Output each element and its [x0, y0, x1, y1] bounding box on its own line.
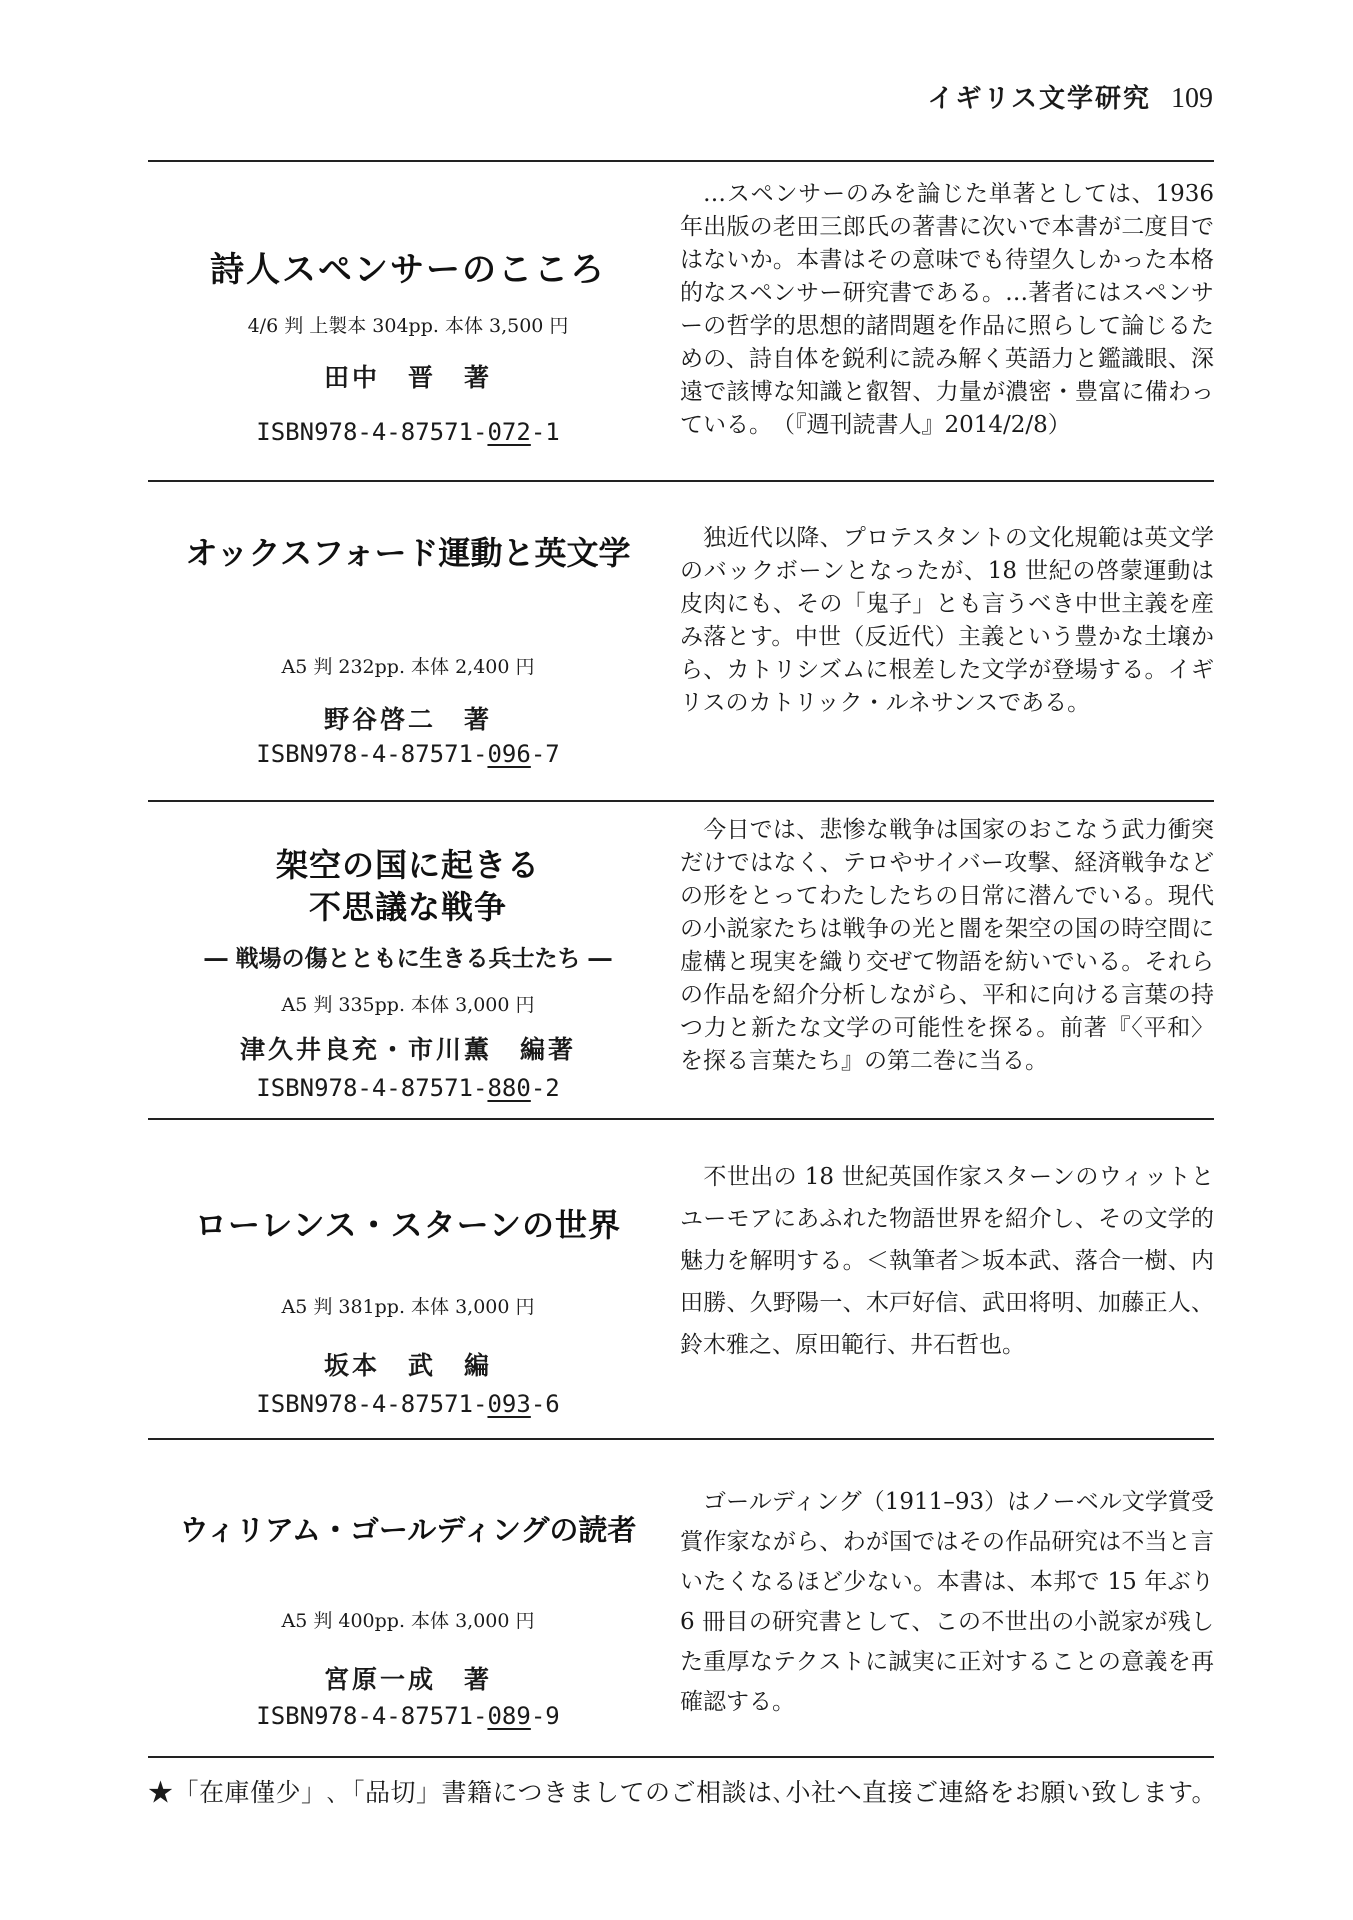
isbn-prefix: ISBN978-4-87571- — [256, 418, 488, 446]
isbn-check: -6 — [530, 1390, 560, 1418]
book-spec: A5 判 335pp. 本体 3,000 円 — [281, 994, 535, 1016]
book-title: 詩人スペンサーのこころ — [210, 250, 606, 290]
book-description-column — [680, 802, 1214, 1118]
book-title: オックスフォード運動と英文学 — [185, 534, 631, 572]
book-title: ローレンス・スターンの世界 — [195, 1206, 621, 1244]
isbn-prefix: ISBN978-4-87571- — [256, 1702, 488, 1730]
isbn-code: 093 — [487, 1390, 531, 1418]
isbn-code: 072 — [487, 418, 531, 446]
isbn-check: -7 — [530, 740, 560, 768]
book-description-column — [680, 1120, 1214, 1438]
book-author: 野谷啓二 著 — [323, 705, 492, 734]
book-description-column — [680, 162, 1214, 480]
book-isbn — [148, 1390, 668, 1418]
book-info — [148, 1440, 668, 1756]
book-entry-2 — [148, 482, 1214, 800]
book-entry-4 — [148, 1120, 1214, 1438]
isbn-prefix: ISBN978-4-87571- — [256, 740, 488, 768]
section-title: イギリス文学研究 — [927, 84, 1151, 114]
book-spec: 4/6 判 上製本 304pp. 本体 3,500 円 — [247, 315, 569, 337]
book-info — [148, 162, 668, 480]
book-description-column — [680, 482, 1214, 800]
isbn-prefix: ISBN978-4-87571- — [256, 1390, 488, 1418]
isbn-code: 089 — [487, 1702, 531, 1730]
book-title: ウィリアム・ゴールディングの読者 — [179, 1513, 637, 1547]
book-description: ゴールディング（1911–93）はノーベル文学賞受賞作家ながら、わが国ではその作品研究は不当と言いたくなるほど少ない。本書は、本邦で 15 年ぶり 6 冊目の研究書として、この不世出の小説家が残した重厚なテクストに誠実に正対することの意義を再確認する。 — [680, 1489, 1214, 1715]
book-author: 坂本 武 編 — [323, 1351, 492, 1380]
book-subtitle: ― 戦場の傷とともに生きる兵士たち ― — [204, 946, 612, 972]
isbn-code: 096 — [487, 740, 531, 768]
book-description: 今日では、悲惨な戦争は国家のおこなう武力衝突だけではなく、テロやサイバー攻撃、経済戦争などの形をとってわたしたちの日常に潜んでいる。現代の小説家たちは戦争の光と闇を架空の国の時空間に虚構と現実を織り交ぜて物語を紡いでいる。それらの作品を紹介分析しながら、平和に向ける言葉の持つ力と新たな文学の可能性を探る。前著『〈平和〉を探る言葉たち』の第二巻に当る。 — [680, 817, 1214, 1074]
isbn-code: 880 — [487, 1074, 531, 1102]
book-author: 田中 晋 著 — [323, 363, 492, 392]
book-info — [148, 802, 668, 1118]
isbn-check: -9 — [530, 1702, 560, 1730]
book-isbn — [148, 1074, 668, 1102]
book-info — [148, 482, 668, 800]
running-header — [928, 78, 1213, 115]
book-isbn — [148, 418, 668, 446]
book-title-line-1: 架空の国に起きる — [275, 846, 540, 884]
book-entry-3 — [148, 802, 1214, 1118]
book-title-line-2: 不思議な戦争 — [308, 888, 507, 926]
book-spec: A5 判 400pp. 本体 3,000 円 — [281, 1610, 535, 1632]
book-spec: A5 判 381pp. 本体 3,000 円 — [281, 1296, 535, 1318]
book-entry-5 — [148, 1440, 1214, 1756]
book-isbn — [148, 740, 668, 768]
isbn-prefix: ISBN978-4-87571- — [256, 1074, 488, 1102]
divider-rule — [148, 1756, 1214, 1758]
book-description: 独近代以降、プロテスタントの文化規範は英文学のバックボーンとなったが、18 世紀の啓蒙運動は皮肉にも、その「鬼子」とも言うべき中世主義を産み落とす。中世（反近代）主義という豊かな土壌から、カトリシズムに根差した文学が登場する。イギリスのカトリック・ルネサンスである。 — [680, 525, 1214, 716]
book-description: 不世出の 18 世紀英国作家スターンのウィットとユーモアにあふれた物語世界を紹介し、その文学的魅力を解明する。＜執筆者＞坂本武、落合一樹、内田勝、久野陽一、木戸好信、武田将明、加藤正人、鈴木雅之、原田範行、井石哲也。 — [680, 1164, 1214, 1358]
book-entry-1 — [148, 162, 1214, 480]
isbn-check: -1 — [530, 418, 560, 446]
isbn-check: -2 — [530, 1074, 560, 1102]
book-spec: A5 判 232pp. 本体 2,400 円 — [281, 656, 535, 678]
book-author: 津久井良充・市川薫 編著 — [239, 1035, 576, 1064]
book-isbn — [148, 1702, 668, 1730]
book-info — [148, 1120, 668, 1438]
book-description: …スペンサーのみを論じた単著としては、1936 年出版の老田三郎氏の著書に次いで本書が二度目ではないか。本書はその意味でも待望久しかった本格的なスペンサー研究書である。…著者にはスペンサーの哲学的思想的諸問題を作品に照らして論じるための、詩自体を鋭利に読み解く英語力と鑑識眼、深遠で該博な知識と叡智、力量が濃密・豊富に備わっている。 （『週刊読書人』2014/2/8） — [680, 181, 1214, 438]
book-description-column — [680, 1440, 1214, 1756]
page-number: 109 — [1171, 83, 1213, 114]
footer-note: ★「在庫僅少」､「品切」書籍につきましてのご相談は､小社へ直接ご連絡をお願い致します。 — [148, 1778, 1218, 1807]
book-author: 宮原一成 著 — [323, 1665, 492, 1694]
